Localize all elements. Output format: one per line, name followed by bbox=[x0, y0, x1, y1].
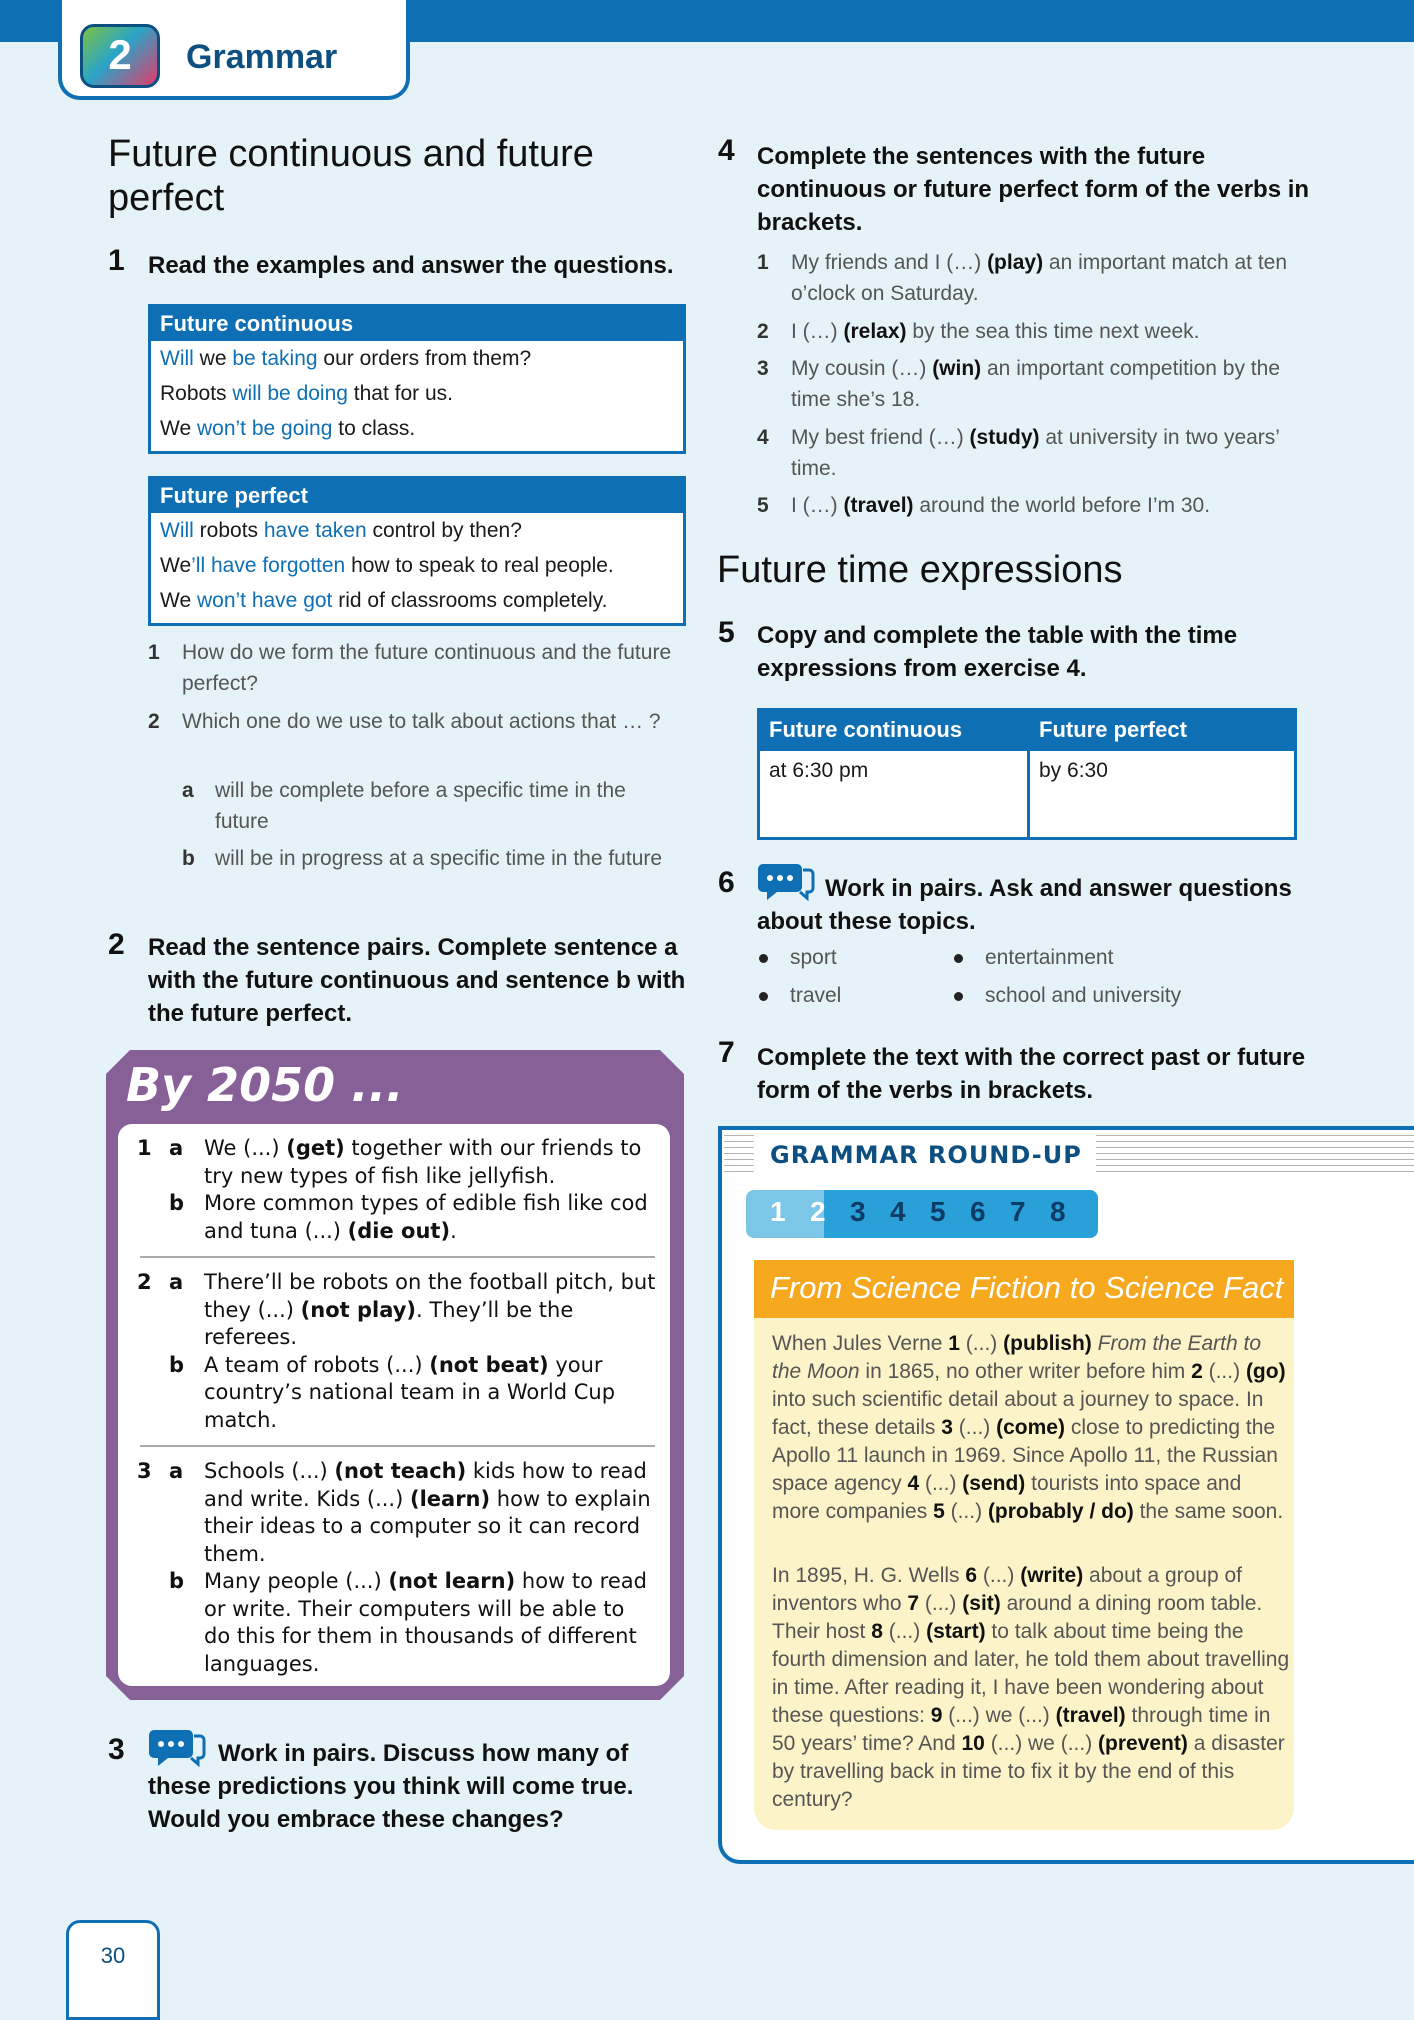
page-number: 30 bbox=[100, 1943, 126, 1968]
prediction-2: 2 a There’ll be robots on the football pitch, but they (...) (not play). They’ll be the referees. b A team of robots (...) (not beat) your country’s national team in a World Cup match. bbox=[137, 1270, 656, 1432]
exercise-3-instruction: Work in pairs. Discuss how many of these predictions you think will come true. Would you embrace these changes? bbox=[148, 1740, 634, 1833]
topic-entertainment: entertainment bbox=[985, 946, 1114, 969]
question-2: Which one do we use to talk about actions that … ? bbox=[182, 710, 661, 733]
prediction-1: 1 a We (...) (get) together with our friends to try new types of fish like jellyfish. b More common types of edible fish like cod and tuna (...) (die out). bbox=[137, 1136, 648, 1243]
topic-item bbox=[954, 946, 1113, 970]
table-cell: at 6:30 pm bbox=[769, 759, 869, 782]
exercise-2-number: 2 bbox=[108, 928, 125, 961]
sentence-1: 1 My friends and I (…) (play) an important match at ten o’clock on Saturday. bbox=[757, 251, 1288, 305]
divider bbox=[140, 1256, 655, 1258]
exercise-3-number: 3 bbox=[108, 1733, 125, 1766]
section-title-time-expressions: Future time expressions bbox=[717, 549, 1123, 591]
unit-badge bbox=[80, 24, 160, 88]
exercise-2-instruction: Read the sentence pairs. Complete sentence a with the future continuous and sentence b with the future perfect. bbox=[148, 934, 686, 1027]
unit-2: 2 bbox=[810, 1196, 826, 1227]
page-number-tab bbox=[66, 1920, 160, 2020]
unit-7: 7 bbox=[1010, 1196, 1026, 1227]
table-header: Future perfect bbox=[1030, 711, 1294, 751]
section-title-future-continuous: Future continuous and future perfect bbox=[108, 133, 594, 219]
roundup-units bbox=[746, 1190, 1098, 1238]
sentence-2: 2 I (…) (relax) by the sea this time next week. bbox=[757, 320, 1200, 343]
option-a: will be complete before a specific time in the future bbox=[215, 779, 626, 833]
sentence-5: 5 I (…) (travel) around the world before I’m 30. bbox=[757, 494, 1211, 517]
unit-8: 8 bbox=[1050, 1196, 1066, 1227]
sentence-4: 4 My best friend (…) (study) at university in two years’ time. bbox=[757, 426, 1280, 480]
exercise-1-instruction: Read the examples and answer the questions. bbox=[148, 252, 674, 279]
example-line: Will we be taking our orders from them? bbox=[160, 347, 532, 370]
story-paragraph-2: In 1895, H. G. Wells 6 (...) (write) about a group of inventors who 7 (...) (sit) around a dining room table. Their host 8 (...) (start) to talk about time being the fourth dimension and later, he told them about travelling in time. After reading it, I have been wondering about these questions: 9 (...) we (...) (travel) through time in 50 years’ time? And 10 (...) we (...) (prevent) a disaster by travelling back in time to fix it by the end of this century? bbox=[772, 1564, 1290, 1811]
future-perfect-box bbox=[148, 476, 686, 626]
future-perfect-box-title: Future perfect bbox=[151, 479, 683, 513]
divider bbox=[140, 1445, 655, 1447]
topic-item bbox=[759, 984, 841, 1008]
topic-item bbox=[954, 984, 1181, 1008]
sentence-3: 3 My cousin (…) (win) an important competition by the time she’s 18. bbox=[757, 357, 1281, 411]
example-line: We won’t have got rid of classrooms completely. bbox=[160, 589, 608, 612]
exercise-4-number: 4 bbox=[718, 134, 735, 167]
time-expressions-table bbox=[757, 708, 1297, 840]
unit-6: 6 bbox=[970, 1196, 986, 1227]
future-continuous-box bbox=[148, 304, 686, 454]
exercise-4-instruction: Complete the sentences with the future continuous or future perfect form of the verbs in brackets. bbox=[757, 143, 1310, 236]
unit-number: 2 bbox=[108, 31, 132, 78]
option-b: will be in progress at a specific time in the future bbox=[215, 847, 663, 870]
topic-sport: sport bbox=[790, 946, 837, 969]
exercise-5-instruction: Copy and complete the table with the time expressions from exercise 4. bbox=[757, 622, 1238, 682]
exercise-7-number: 7 bbox=[718, 1036, 735, 1069]
topic-travel: travel bbox=[790, 984, 842, 1007]
unit-5: 5 bbox=[930, 1196, 946, 1227]
exercise-6-number: 6 bbox=[718, 866, 735, 899]
table-header: Future continuous bbox=[760, 711, 1027, 751]
prediction-3: 3 a Schools (...) (not teach) kids how to read and write. Kids (...) (learn) how to explain their ideas to a computer so it can record them. b Many people (...) (not learn) how to read or write. Their computers will be able to do this for them in thousands of different languages. bbox=[137, 1459, 651, 1676]
topic-school-and-university: school and university bbox=[985, 984, 1182, 1007]
unit-3: 3 bbox=[850, 1196, 866, 1227]
topic-item bbox=[759, 946, 837, 970]
example-line: We’ll have forgotten how to speak to real people. bbox=[160, 554, 614, 577]
story-title: From Science Fiction to Science Fact bbox=[754, 1260, 1294, 1318]
exercise-1-number: 1 bbox=[108, 244, 125, 277]
table-cell: by 6:30 bbox=[1039, 759, 1108, 782]
unit-title: Grammar bbox=[186, 38, 338, 76]
unit-4: 4 bbox=[890, 1196, 906, 1227]
future-continuous-box-title: Future continuous bbox=[151, 307, 683, 341]
question-1: How do we form the future continuous and the future perfect? bbox=[182, 641, 672, 695]
exercise-6-instruction: Work in pairs. Ask and answer questions about these topics. bbox=[757, 875, 1292, 935]
exercise-7-instruction: Complete the text with the correct past or future form of the verbs in brackets. bbox=[757, 1044, 1306, 1104]
example-line: Robots will be doing that for us. bbox=[160, 382, 454, 405]
example-line: We won’t be going to class. bbox=[160, 417, 416, 440]
example-line: Will robots have taken control by then? bbox=[160, 519, 522, 542]
unit-1: 1 bbox=[770, 1196, 786, 1227]
exercise-5-number: 5 bbox=[718, 616, 735, 649]
by-2050-title: By 2050 ... bbox=[126, 1058, 404, 1112]
grammar-roundup-title: GRAMMAR ROUND-UP bbox=[754, 1130, 1096, 1178]
story-paragraph-1: When Jules Verne 1 (...) (publish) From the Earth to the Moon in 1865, no other writer before him 2 (...) (go) into such scientific detail about a journey to space. In fact, these details 3 (...) (come) close to predicting the Apollo 11 launch in 1969. Since Apollo 11, the Russian space agency 4 (...) (send) tourists into space and more companies 5 (...) (probably / do) the same soon. bbox=[772, 1332, 1286, 1523]
